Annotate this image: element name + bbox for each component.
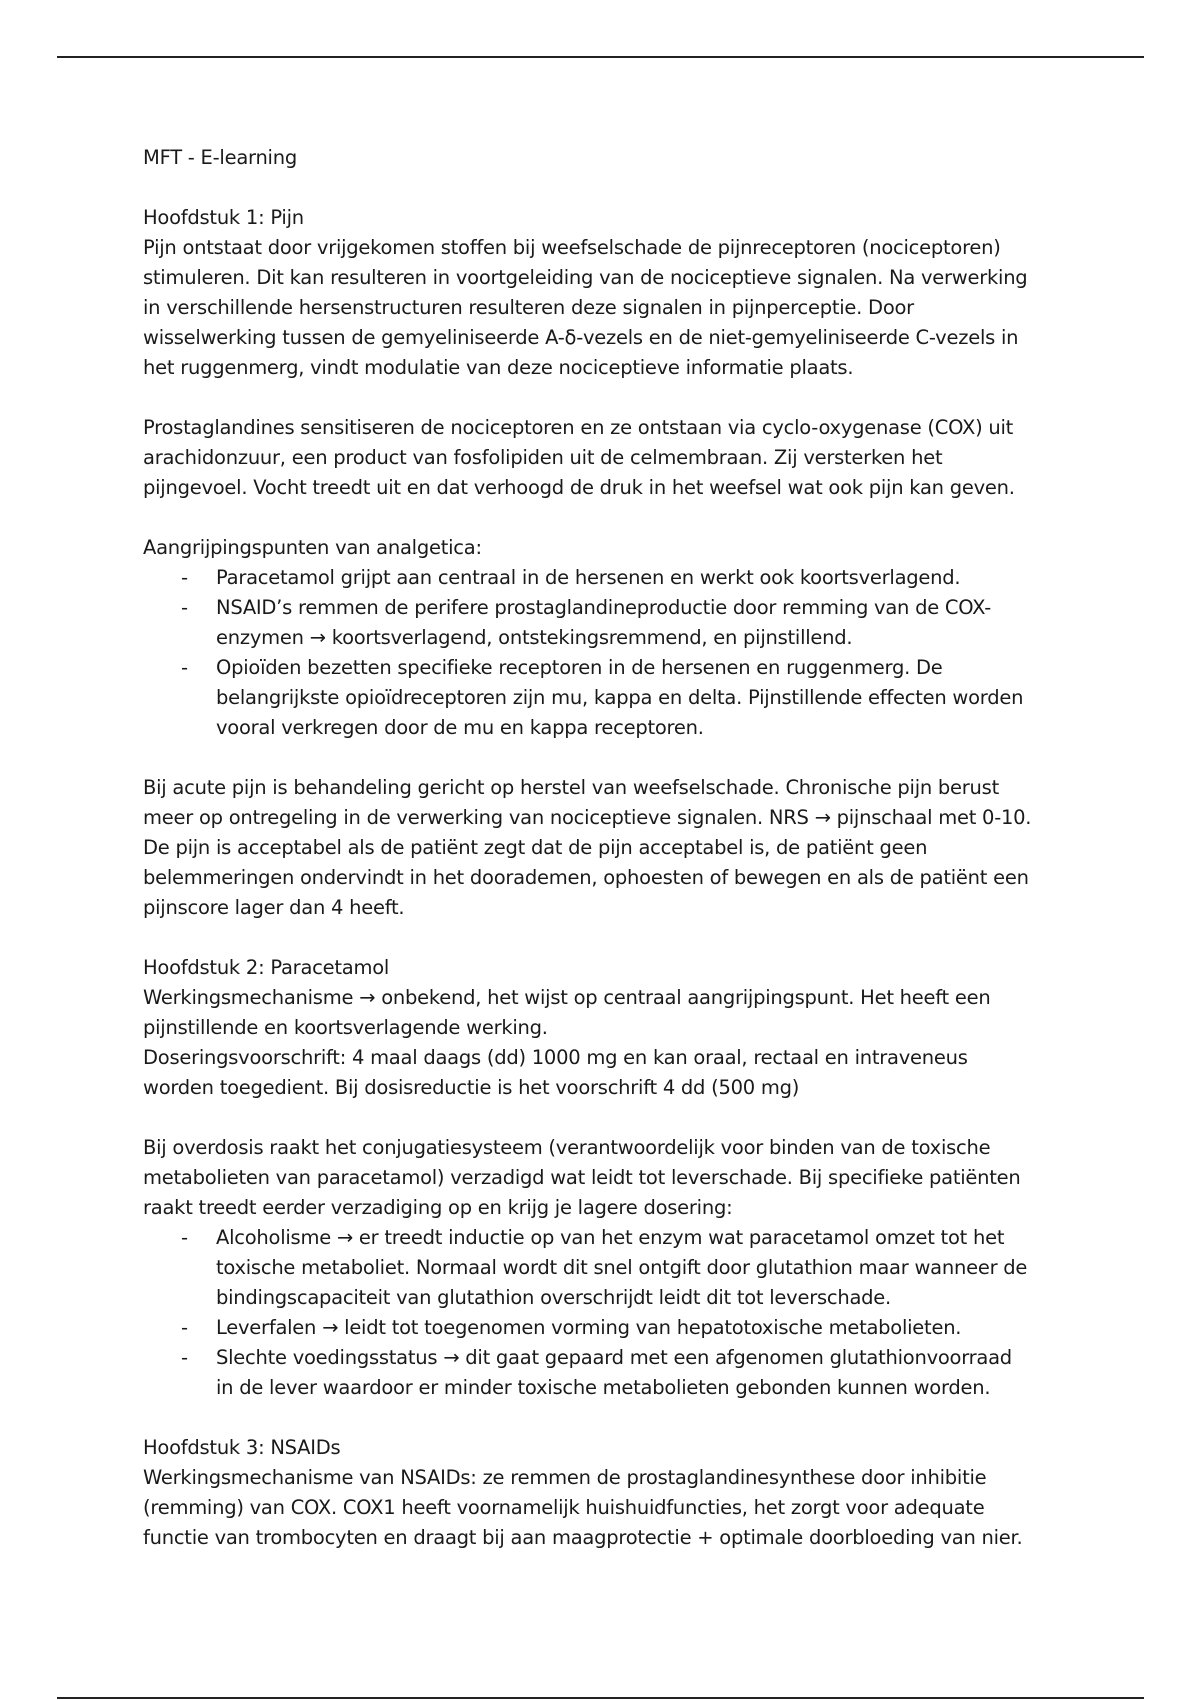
text-line: arachidonzuur, een product van fosfolipiden uit de celmembraan. Zij versterken het	[143, 446, 943, 469]
text-line: Leverfalen → leidt tot toegenomen vorming van hepatotoxische metabolieten.	[216, 1316, 962, 1339]
text-line: Opioïden bezetten specifieke receptoren in de hersenen en ruggenmerg. De	[216, 656, 943, 679]
list-item-text	[216, 1313, 1083, 1343]
text-line: pijngevoel. Vocht treedt uit en dat verhoogd de druk in het weefsel wat ook pijn kan geven.	[143, 476, 1015, 499]
bullet-marker: -	[181, 1346, 188, 1369]
document-title: MFT - E-learning	[143, 146, 297, 169]
text-line: enzymen → koortsverlagend, ontstekingsremmend, en pijnstillend.	[216, 626, 853, 649]
paragraph-gap	[143, 503, 1083, 533]
paragraph-gap	[143, 743, 1083, 773]
list-item	[143, 593, 1083, 653]
paragraph	[143, 953, 1083, 1103]
text-line: Hoofdstuk 2: Paracetamol	[143, 956, 390, 979]
text-line: metabolieten van paracetamol) verzadigd wat leidt tot leverschade. Bij specifieke patiënten	[143, 1166, 1021, 1189]
list-item	[143, 563, 1083, 593]
text-line: het ruggenmerg, vindt modulatie van deze nociceptieve informatie plaats.	[143, 356, 854, 379]
text-line: belemmeringen ondervindt in het doorademen, ophoesten of bewegen en als de patiënt een	[143, 866, 1029, 889]
list-item-text	[216, 1343, 1083, 1403]
text-line: Pijn ontstaat door vrijgekomen stoffen bij weefselschade de pijnreceptoren (nociceptoren)	[143, 236, 1001, 259]
document-body	[143, 143, 1083, 1553]
text-line: Alcoholisme → er treedt inductie op van het enzym wat paracetamol omzet tot het	[216, 1226, 1005, 1249]
text-line: Paracetamol grijpt aan centraal in de hersenen en werkt ook koortsverlagend.	[216, 566, 961, 589]
text-line: worden toegedient. Bij dosisreductie is het voorschrift 4 dd (500 mg)	[143, 1076, 800, 1099]
list-item	[143, 1313, 1083, 1343]
text-line: in verschillende hersenstructuren resulteren deze signalen in pijnperceptie. Door	[143, 296, 914, 319]
footer-rule	[57, 1697, 1144, 1699]
text-line: Doseringsvoorschrift: 4 maal daags (dd) 1000 mg en kan oraal, rectaal en intraveneus	[143, 1046, 968, 1069]
text-line: wisselwerking tussen de gemyeliniseerde A-δ-vezels en de niet-gemyeliniseerde C-vezels in	[143, 326, 1019, 349]
text-line: De pijn is acceptabel als de patiënt zegt dat de pijn acceptabel is, de patiënt geen	[143, 836, 928, 859]
paragraph	[143, 233, 1083, 383]
paragraph-gap	[143, 923, 1083, 953]
text-line: belangrijkste opioïdreceptoren zijn mu, kappa en delta. Pijnstillende effecten worden	[216, 686, 1024, 709]
bullet-marker: -	[181, 566, 188, 589]
text-line: Prostaglandines sensitiseren de nociceptoren en ze ontstaan via cyclo-oxygenase (COX) uit	[143, 416, 1014, 439]
paragraph	[143, 1133, 1083, 1223]
text-line: Werkingsmechanisme → onbekend, het wijst op centraal aangrijpingspunt. Het heeft een	[143, 986, 991, 1009]
paragraph-gap	[143, 383, 1083, 413]
text-line: raakt treedt eerder verzadiging op en krijg je lagere dosering:	[143, 1196, 733, 1219]
list-item-text	[216, 1223, 1083, 1313]
list-item-text	[216, 653, 1083, 743]
bullet-marker: -	[181, 656, 188, 679]
text-line: pijnstillende en koortsverlagende werking.	[143, 1016, 548, 1039]
text-line: (remming) van COX. COX1 heeft voornamelijk huishuidfuncties, het zorgt voor adequate	[143, 1496, 985, 1519]
paragraph	[143, 1433, 1083, 1553]
text-line: Hoofdstuk 1: Pijn	[143, 206, 304, 229]
text-line: bindingscapaciteit van glutathion overschrijdt leidt dit tot leverschade.	[216, 1286, 891, 1309]
bullet-marker: -	[181, 596, 188, 619]
text-line: pijnscore lager dan 4 heeft.	[143, 896, 405, 919]
text-line: functie van trombocyten en draagt bij aan maagprotectie + optimale doorbloeding van nier.	[143, 1526, 1023, 1549]
text-line: stimuleren. Dit kan resulteren in voortgeleiding van de nociceptieve signalen. Na verwerking	[143, 266, 1028, 289]
list-item-text	[216, 563, 1083, 593]
text-line: Bij acute pijn is behandeling gericht op herstel van weefselschade. Chronische pijn berust	[143, 776, 999, 799]
text-line: vooral verkregen door de mu en kappa receptoren.	[216, 716, 704, 739]
paragraph	[143, 533, 1083, 563]
bullet-marker: -	[181, 1316, 188, 1339]
paragraph-gap	[143, 173, 1083, 203]
paragraph	[143, 203, 1083, 233]
text-line: Aangrijpingspunten van analgetica:	[143, 536, 482, 559]
text-line: toxische metaboliet. Normaal wordt dit snel ontgift door glutathion maar wanneer de	[216, 1256, 1028, 1279]
header-rule	[57, 56, 1144, 58]
bullet-marker: -	[181, 1226, 188, 1249]
list-item-text	[216, 593, 1083, 653]
list-item	[143, 1343, 1083, 1403]
list-item	[143, 1223, 1083, 1313]
text-line: Slechte voedingsstatus → dit gaat gepaard met een afgenomen glutathionvoorraad	[216, 1346, 1012, 1369]
text-line: in de lever waardoor er minder toxische metabolieten gebonden kunnen worden.	[216, 1376, 991, 1399]
text-line: Werkingsmechanisme van NSAIDs: ze remmen de prostaglandinesynthese door inhibitie	[143, 1466, 987, 1489]
paragraph-gap	[143, 1403, 1083, 1433]
paragraph-gap	[143, 1103, 1083, 1133]
text-line: Bij overdosis raakt het conjugatiesysteem (verantwoordelijk voor binden van de toxische	[143, 1136, 991, 1159]
paragraph	[143, 413, 1083, 503]
paragraph	[143, 773, 1083, 923]
text-line: NSAID’s remmen de perifere prostaglandineproductie door remming van de COX-	[216, 596, 992, 619]
text-line: Hoofdstuk 3: NSAIDs	[143, 1436, 341, 1459]
text-line: meer op ontregeling in de verwerking van nociceptieve signalen. NRS → pijnschaal met 0-10.	[143, 806, 1032, 829]
list-item	[143, 653, 1083, 743]
